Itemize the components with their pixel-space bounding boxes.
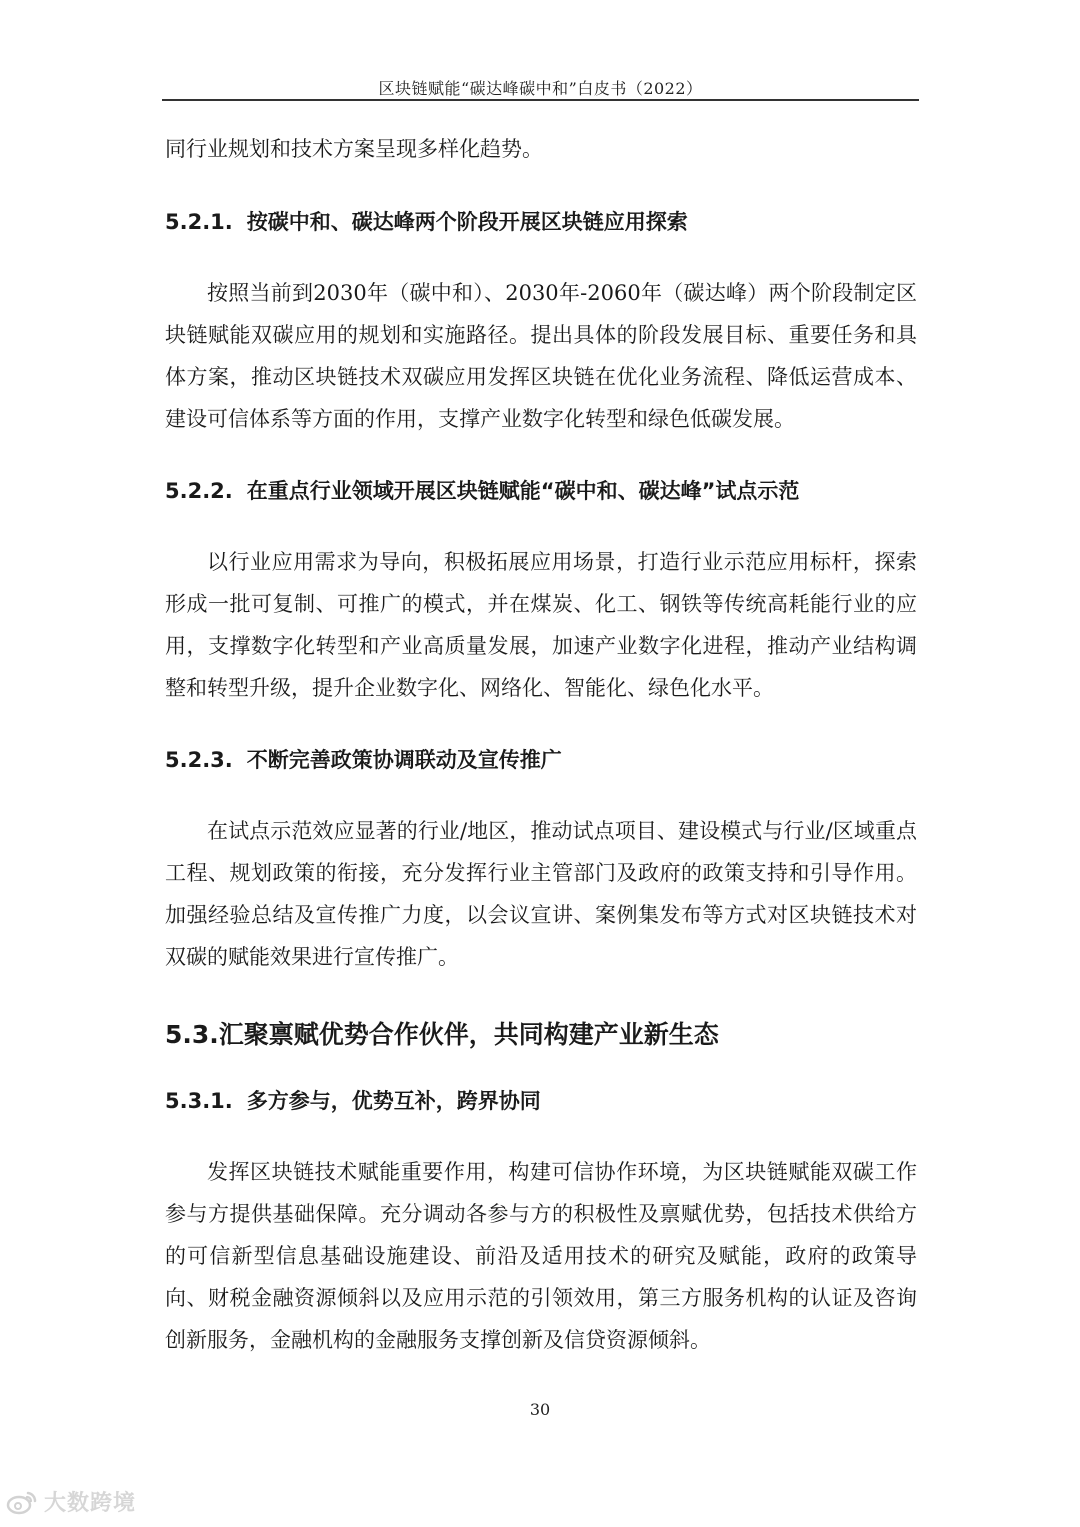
watermark-text: 大数跨境 <box>44 1491 137 1516</box>
heading-number: 5.2.1. <box>165 210 233 234</box>
heading-text: 汇聚禀赋优势合作伙伴，共同构建产业新生态 <box>218 1020 719 1049</box>
paragraph-5-2-1: 按照当前到2030年（碳中和）、2030年-2060年（碳达峰）两个阶段制定区块链赋能双碳应用的规划和实施路径。提出具体的阶段发展目标、重要任务和具体方案，推动区块链技术双碳应用发挥区块链在优化业务流程、降低运营成本、建设可信体系等方面的作用，支撑产业数字化转型和绿色低碳发展。 <box>165 281 917 431</box>
heading-5-2-2 <box>165 476 917 506</box>
page-content <box>165 128 917 1361</box>
heading-5-3-1 <box>165 1086 917 1116</box>
watermark <box>6 1486 136 1517</box>
heading-text: 在重点行业领域开展区块链赋能“碳中和、碳达峰”试点示范 <box>246 479 800 503</box>
heading-5-2-1 <box>165 207 917 237</box>
intro-line: 同行业规划和技术方案呈现多样化趋势。 <box>165 137 543 161</box>
heading-5-2-3 <box>165 745 917 775</box>
heading-text: 多方参与，优势互补，跨界协同 <box>246 1089 541 1113</box>
heading-text: 按碳中和、碳达峰两个阶段开展区块链应用探索 <box>246 210 688 234</box>
paragraph-5-2-2: 以行业应用需求为导向，积极拓展应用场景，打造行业示范应用标杆，探索形成一批可复制、可推广的模式，并在煤炭、化工、钢铁等传统高耗能行业的应用，支撑数字化转型和产业高质量发展，加速产业数字化进程，推动产业结构调整和转型升级，提升企业数字化、网络化、智能化、绿色化水平。 <box>165 550 917 700</box>
running-header: 区块链赋能“碳达峰碳中和”白皮书（2022） <box>378 79 703 98</box>
heading-number: 5.2.3. <box>165 748 233 772</box>
heading-number: 5.3. <box>165 1020 219 1049</box>
heading-text: 不断完善政策协调联动及宣传推广 <box>246 748 562 772</box>
heading-number: 5.2.2. <box>165 479 233 503</box>
paragraph-5-3-1: 发挥区块链技术赋能重要作用，构建可信协作环境，为区块链赋能双碳工作参与方提供基础保障。充分调动各参与方的积极性及禀赋优势，包括技术供给方的可信新型信息基础设施建设、前沿及适用技术的研究及赋能，政府的政策导向、财税金融资源倾斜以及应用示范的引领效用，第三方服务机构的认证及咨询创新服务，金融机构的金融服务支撑创新及信贷资源倾斜。 <box>165 1160 917 1352</box>
page-number: 30 <box>529 1400 551 1419</box>
header-rule <box>162 99 919 101</box>
heading-number: 5.3.1. <box>165 1089 233 1113</box>
heading-5-3 <box>165 1018 917 1052</box>
weibo-logo-icon <box>6 1489 38 1515</box>
paragraph-5-2-3: 在试点示范效应显著的行业/地区，推动试点项目、建设模式与行业/区域重点工程、规划政策的衔接，充分发挥行业主管部门及政府的政策支持和引导作用。加强经验总结及宣传推广力度，以会议宣讲、案例集发布等方式对区块链技术对双碳的赋能效果进行宣传推广。 <box>165 819 917 969</box>
